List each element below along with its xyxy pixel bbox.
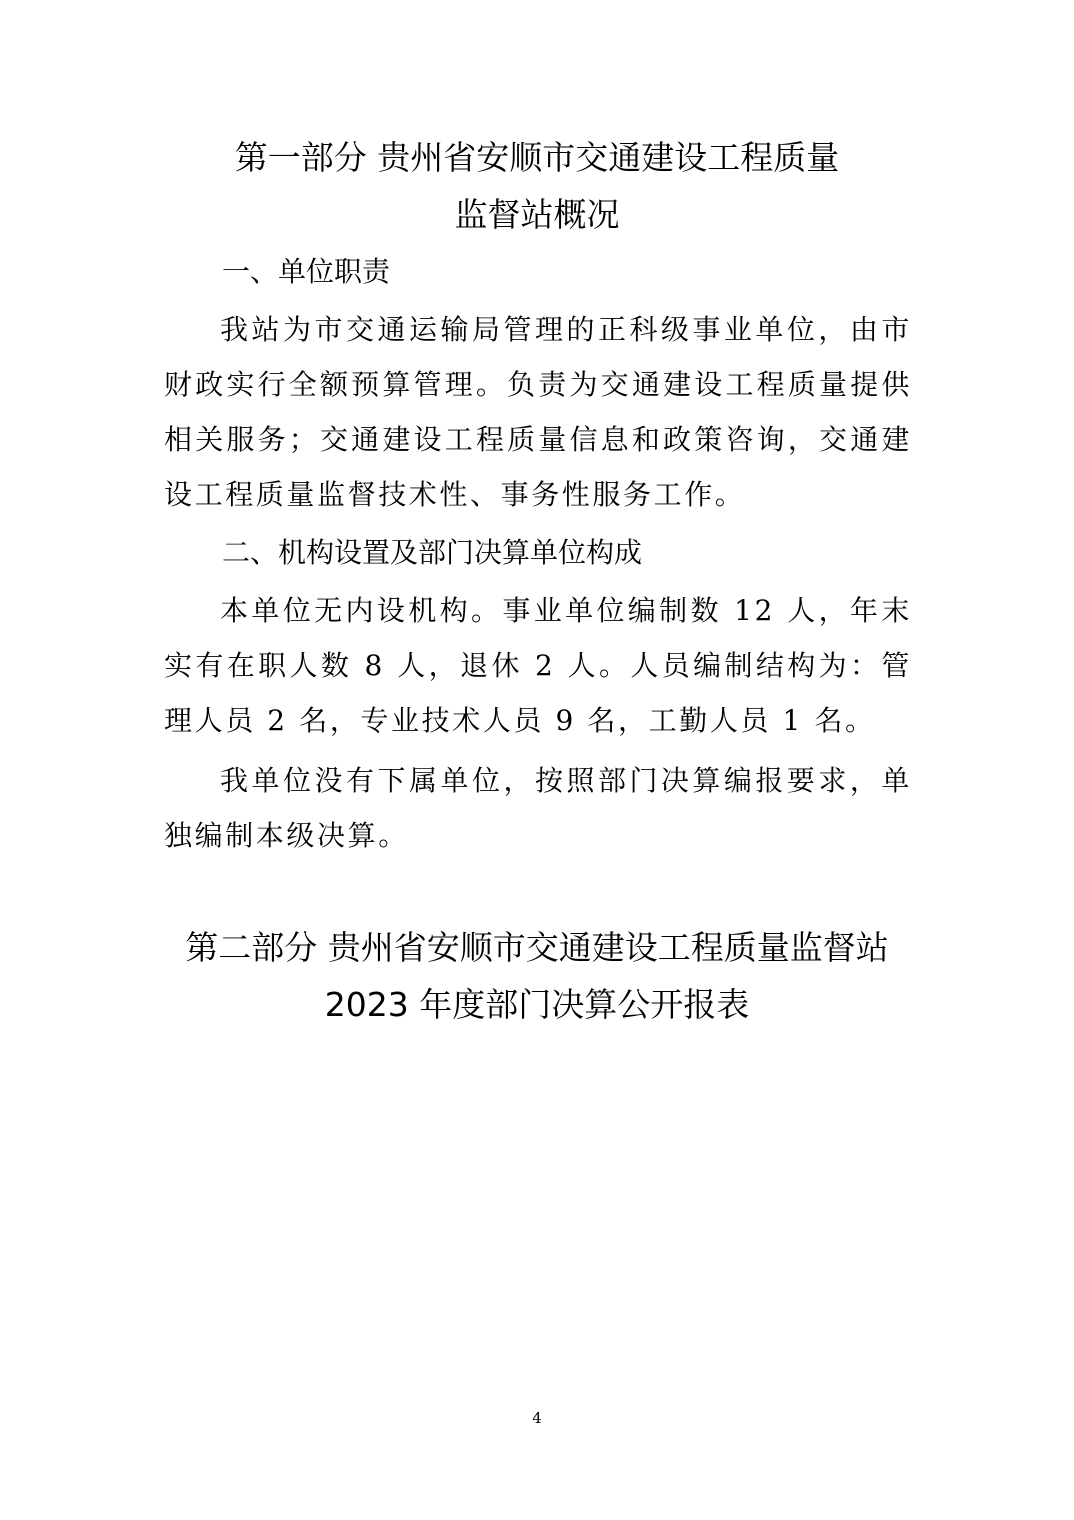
section2-paragraph2: 我单位没有下属单位，按照部门决算编报要求，单独编制本级决算。 (164, 764, 912, 852)
part2-title-line1: 第二部分 贵州省安顺市交通建设工程质量监督站 (185, 928, 889, 967)
section1-paragraph: 我站为市交通运输局管理的正科级事业单位，由市财政实行全额预算管理。负责为交通建设工程质量提供相关服务；交通建设工程质量信息和政策咨询，交通建设工程质量监督技术性、事务性服务工作。 (164, 313, 912, 511)
section2-heading: 二、机构设置及部门决算单位构成 (222, 536, 643, 569)
part1-title-line1: 第一部分 贵州省安顺市交通建设工程质量 (234, 138, 840, 177)
part2-title-line2: 2023 年度部门决算公开报表 (324, 985, 750, 1024)
part1-title-line2: 监督站概况 (454, 195, 620, 234)
section2-paragraph1: 本单位无内设机构。事业单位编制数 12 人，年末实有在职人数 8 人，退休 2 人。人员编制结构为：管理人员 2 名，专业技术人员 9 名，工勤人员 1 名。 (164, 594, 912, 737)
section1-heading: 一、单位职责 (222, 255, 391, 288)
page-number: 4 (532, 1409, 542, 1427)
